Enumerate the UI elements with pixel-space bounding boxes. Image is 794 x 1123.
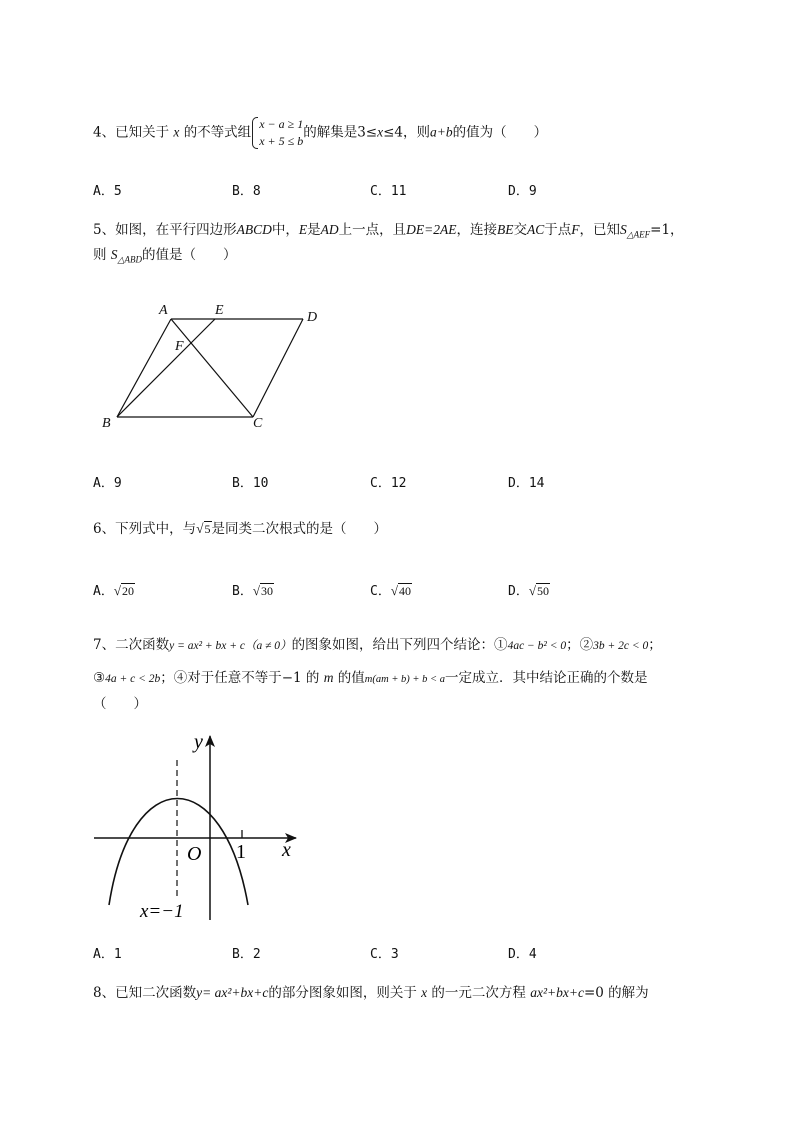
q5-label-a: A bbox=[159, 303, 168, 318]
q5-side-ba bbox=[117, 319, 171, 417]
q4-var-x: x bbox=[173, 124, 180, 140]
q5-text: ，连接 bbox=[456, 222, 497, 238]
q5-option-a[interactable]: A．9 bbox=[93, 476, 122, 491]
q5-text: ，已知 bbox=[579, 222, 620, 238]
q5-option-b[interactable]: B．10 bbox=[232, 476, 269, 491]
q4-text-a: 已知关于 bbox=[115, 124, 170, 141]
q6-option-c-label: C． bbox=[370, 584, 391, 599]
q4-expr: a+b bbox=[430, 124, 453, 140]
q5-text: 上一点，且 bbox=[338, 222, 407, 238]
q6-sqrt: √5 bbox=[196, 521, 211, 536]
q4-text-d: ≤4，则 bbox=[383, 124, 431, 141]
q4-var-x2: x bbox=[377, 124, 384, 140]
q6-number: 6、 bbox=[93, 521, 116, 537]
q5-segment-be bbox=[117, 319, 215, 417]
q5-s1-sub: △AEF bbox=[626, 229, 651, 240]
q7-text: ；② bbox=[566, 637, 594, 653]
q7-text: 的值 bbox=[337, 670, 365, 686]
q8-text: =0 的解为 bbox=[583, 985, 649, 1001]
q7-parabola-curve bbox=[109, 799, 248, 906]
q6-option-c-radicand: 40 bbox=[398, 584, 411, 598]
question-7-line3 bbox=[93, 694, 147, 714]
q5-s2-sub: △ABD bbox=[117, 254, 142, 265]
q8-func: y= ax²+bx+c bbox=[196, 985, 269, 1000]
q6-text: 是同类二次根式的是（ ） bbox=[211, 521, 388, 537]
q4-option-a[interactable]: A．5 bbox=[93, 184, 122, 199]
question-6 bbox=[93, 519, 387, 539]
q5-de2ae: DE=2AE bbox=[406, 222, 457, 237]
q5-number: 5、 bbox=[93, 222, 116, 238]
q8-text: 的部分图象如图，则关于 bbox=[268, 985, 417, 1001]
question-7-line2 bbox=[93, 668, 647, 690]
question-4 bbox=[93, 116, 547, 150]
q5-label-b: B bbox=[102, 416, 111, 431]
q8-text: 已知二次函数 bbox=[115, 985, 197, 1001]
q6-option-c-sqrt: √40 bbox=[390, 583, 411, 598]
q7-func: y = ax² + bx + c（a ≠ 0） bbox=[169, 640, 292, 652]
q6-option-d[interactable] bbox=[508, 580, 550, 599]
q8-text: 的一元二次方程 bbox=[431, 985, 526, 1001]
question-8 bbox=[93, 983, 649, 1003]
q4-option-c[interactable]: C．11 bbox=[370, 184, 407, 199]
q7-label-y: y bbox=[194, 731, 203, 753]
q5-abcd: ABCD bbox=[236, 222, 272, 237]
q5-e: E bbox=[298, 222, 308, 237]
q5-text: 如图，在平行四边形 bbox=[115, 222, 237, 238]
q8-var-x: x bbox=[421, 985, 428, 1000]
q5-label-e: E bbox=[215, 303, 224, 318]
q6-option-a-label: A． bbox=[93, 584, 114, 599]
q6-option-b-label: B． bbox=[232, 584, 253, 599]
q7-option-d[interactable]: D．4 bbox=[508, 947, 537, 962]
q5-text: 则 bbox=[93, 247, 107, 263]
q5-label-f: F bbox=[175, 339, 184, 354]
q6-option-b-sqrt: √30 bbox=[252, 583, 273, 598]
q7-answer-brackets: （ ） bbox=[93, 696, 147, 712]
q7-conclusion-2: 3b + 2c < 0 bbox=[593, 640, 649, 652]
q5-label-c: C bbox=[253, 416, 263, 431]
q7-text: 的图象如图，给出下列四个结论：① bbox=[291, 637, 508, 653]
q5-ac: AC bbox=[526, 222, 545, 237]
q5-text: =1， bbox=[650, 222, 684, 238]
q4-option-b[interactable]: B．8 bbox=[232, 184, 261, 199]
q7-label-x: x bbox=[282, 839, 291, 861]
q5-option-d[interactable]: D．14 bbox=[508, 476, 545, 491]
q6-text: 下列式中，与 bbox=[115, 521, 197, 537]
q5-diagonal-ac bbox=[171, 319, 253, 417]
q8-equation: ax²+bx+c bbox=[530, 985, 584, 1000]
q5-text: 于点 bbox=[544, 222, 572, 238]
q7-option-a[interactable]: A．1 bbox=[93, 947, 122, 962]
q6-option-b-radicand: 30 bbox=[260, 584, 273, 598]
q7-parabola-graph bbox=[90, 730, 310, 925]
q4-sys-line1: x − a ≥ 1 bbox=[259, 117, 304, 131]
q7-text: ③ bbox=[93, 670, 106, 686]
q7-m: m bbox=[323, 670, 334, 685]
q4-text-e: 的值为（ ） bbox=[452, 124, 548, 141]
q5-text: 交 bbox=[513, 222, 527, 238]
q7-number: 7、 bbox=[93, 637, 116, 653]
q6-radicand: 5 bbox=[204, 522, 211, 536]
q6-option-d-radicand: 50 bbox=[536, 584, 549, 598]
q5-s2: S bbox=[110, 247, 118, 262]
q4-number: 4、 bbox=[93, 124, 116, 141]
q7-text: 二次函数 bbox=[115, 637, 170, 653]
q7-text: ；④对于任意不等于−1 的 bbox=[160, 670, 320, 686]
q5-parallelogram-figure bbox=[95, 296, 335, 436]
q5-text: 中， bbox=[271, 222, 299, 238]
q5-s1: S bbox=[619, 222, 627, 237]
q6-option-a[interactable] bbox=[93, 580, 135, 599]
q5-be: BE bbox=[496, 222, 514, 237]
q5-text: 是 bbox=[307, 222, 321, 238]
q6-option-a-radicand: 20 bbox=[121, 584, 134, 598]
q7-label-origin: O bbox=[187, 843, 202, 865]
q4-option-d[interactable]: D．9 bbox=[508, 184, 537, 199]
q4-sys-line2: x + 5 ≤ b bbox=[259, 134, 304, 148]
q4-inequality-system bbox=[251, 116, 303, 150]
q7-text: 一定成立．其中结论正确的个数是 bbox=[444, 670, 648, 686]
q5-side-dc bbox=[253, 319, 303, 417]
q6-option-d-label: D． bbox=[508, 584, 529, 599]
question-5-line2 bbox=[93, 245, 236, 270]
q7-conclusion-1: 4ac − b² < 0 bbox=[507, 640, 567, 652]
q7-conclusion-4: m(am + b) + b < a bbox=[364, 674, 445, 685]
q7-text: ； bbox=[648, 637, 662, 653]
q5-label-d: D bbox=[307, 310, 318, 325]
q4-text-c: 的解集是3≤ bbox=[303, 124, 378, 141]
q5-option-c[interactable]: C．12 bbox=[370, 476, 407, 491]
q8-number: 8、 bbox=[93, 985, 116, 1001]
q5-text: 的值是（ ） bbox=[141, 247, 237, 263]
q5-f: F bbox=[571, 222, 580, 237]
q4-text-b: 的不等式组 bbox=[183, 124, 252, 141]
q6-option-d-sqrt: √50 bbox=[528, 583, 549, 598]
q7-option-b[interactable]: B．2 bbox=[232, 947, 261, 962]
question-7-line1 bbox=[93, 635, 662, 656]
q7-option-c[interactable]: C．3 bbox=[370, 947, 399, 962]
q6-option-c[interactable] bbox=[370, 580, 412, 599]
q6-option-b[interactable] bbox=[232, 580, 274, 599]
question-5-line1 bbox=[93, 220, 684, 245]
q7-label-axis-eq: x=−1 bbox=[140, 901, 184, 922]
q7-conclusion-3: 4a + c < 2b bbox=[105, 673, 161, 685]
q6-option-a-sqrt: √20 bbox=[113, 583, 134, 598]
q7-label-one: 1 bbox=[236, 841, 246, 863]
q5-ad: AD bbox=[320, 222, 339, 237]
